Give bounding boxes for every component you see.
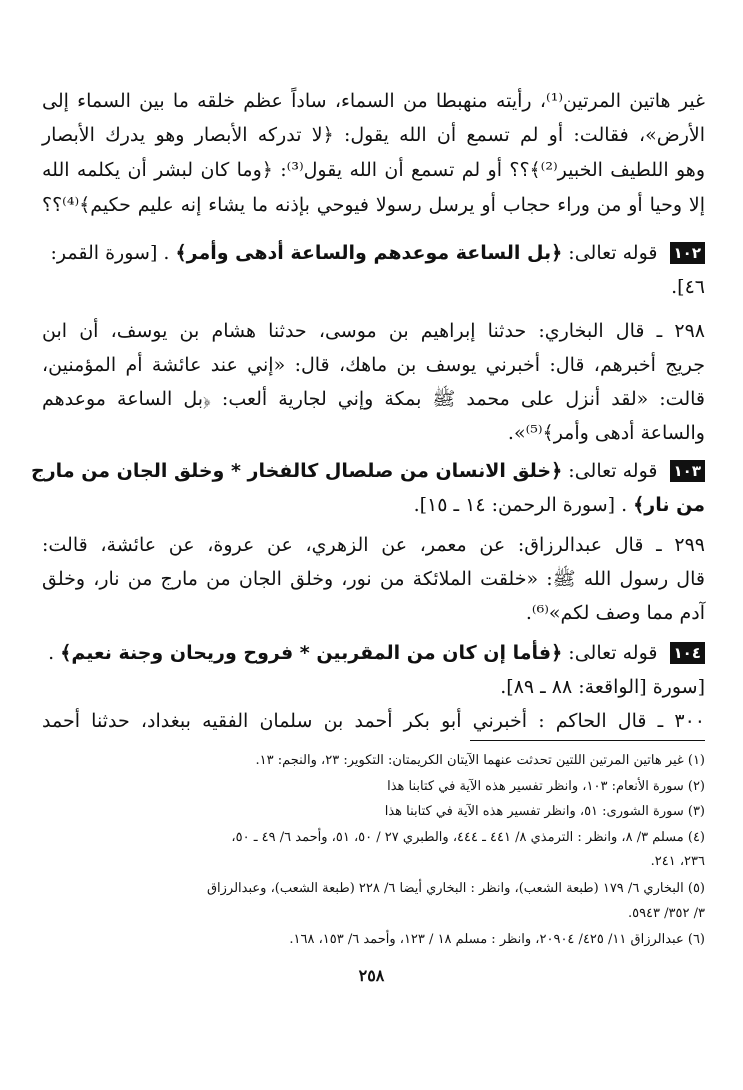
footnote-cont: ٣/ ٣٥٢/ ٥٩٤٣.	[627, 906, 705, 921]
verse-intro: قوله تعالى:	[568, 460, 658, 482]
section-number-badge: ١٠٤	[670, 642, 705, 664]
quran-verse: ﴿فأما إن كان من المقربين * فروح وريحان وجنة نعيم﴾	[60, 642, 563, 664]
footnote: (٤) مسلم ٣/ ٨، وانظر : الترمذي ٨/ ٤٤١ ـ ٤٤٤، والطبري ٢٧ / ٥٠، ٥١، وأحمد ٦/ ٤٩ ـ ٥٠،	[231, 830, 705, 845]
verse-reference-cont: ٤٦].	[671, 276, 705, 298]
body-line: ٣٠٠ ـ قال الحاكم : أخبرني أبو بكر أحمد بن سلمان الفقيه ببغداد، حدثنا أحمد	[42, 710, 705, 732]
verse-end: .	[48, 642, 55, 664]
body-line: جريج أخبرهم، قال: أخبرني يوسف بن ماهك، قال: «إني عند عائشة أم المؤمنين،	[42, 354, 705, 376]
footnote-divider	[470, 740, 705, 741]
body-line: الأرض»، فقالت: أو لم تسمع أن الله يقول: ﴿لا تدركه الأبصار وهو يدرك الأبصار	[42, 124, 705, 146]
verse-intro: قوله تعالى:	[568, 642, 658, 664]
body-line: إلا وحيا أو من وراء حجاب أو يرسل رسولا فيوحي بإذنه ما يشاء إنه عليم حكيم﴾⁽⁴⁾؟؟	[42, 194, 705, 216]
body-line: والساعة أدهى وأمر﴾⁽⁵⁾».	[507, 422, 705, 444]
verse-reference: . [سورة القمر:	[50, 242, 170, 264]
section-104-heading	[48, 640, 705, 666]
footnote: (٥) البخاري ٦/ ١٧٩ (طبعة الشعب)، وانظر : البخاري أيضا ٦/ ٢٢٨ (طبعة الشعب)، وعبدالرزاق	[206, 881, 705, 896]
section-number-badge: ١٠٢	[670, 242, 705, 264]
body-line: وهو اللطيف الخبير⁽²⁾﴾؟؟ أو لم تسمع أن الله يقول⁽³⁾: ﴿وما كان لبشر أن يكلمه الله	[42, 159, 705, 181]
footnote-cont: ٢٣٦، ٢٤١.	[650, 854, 705, 869]
body-line: قال رسول الله ﷺ: «خلقت الملائكة من نور، وخلق الجان من مارج من نار، وخلق	[42, 568, 705, 590]
quran-verse: من نار﴾	[633, 494, 705, 516]
footnote: (٣) سورة الشورى: ٥١، وانظر تفسير هذه الآية في كتابنا هذا	[384, 804, 705, 819]
footnote: (٢) سورة الأنعام: ١٠٣، وانظر تفسير هذه الآية في كتابنا هذا	[387, 779, 705, 794]
footnote: (١) غير هاتين المرتين اللتين تحدثت عنهما الآيتان الكريمتان: التكوير: ٢٣، والنجم: ١٣.	[255, 753, 705, 768]
body-line: ٢٩٩ ـ قال عبدالرزاق: عن معمر، عن الزهري، عن عروة، عن عائشة، قالت:	[42, 534, 705, 556]
body-line: ٢٩٨ ـ قال البخاري: حدثنا إبراهيم بن موسى، حدثنا هشام بن يوسف، أن ابن	[42, 320, 705, 342]
page-number: ٢٥٨	[358, 966, 385, 985]
verse-intro: قوله تعالى:	[568, 242, 658, 264]
section-103-heading	[31, 458, 705, 484]
body-line: آدم مما وصف لكم»⁽⁶⁾.	[525, 602, 705, 624]
body-line: قالت: «لقد أنزل على محمد ﷺ بمكة وإني لجارية ألعب: ﴿بل الساعة موعدهم	[42, 388, 705, 410]
body-line: غير هاتين المرتين⁽¹⁾، رأيته منهبطا من السماء، ساداً عظم خلقه ما بين السماء إلى	[42, 90, 705, 112]
quran-verse: ﴿خلق الانسان من صلصال كالفخار * وخلق الجان من مارج	[31, 460, 563, 482]
footnote: (٦) عبدالرزاق ١١/ ٤٢٥/ ٢٠٩٠٤، وانظر : مسلم ١٨ / ١٢٣، وأحمد ٦/ ١٥٣، ١٦٨.	[289, 932, 705, 947]
verse-reference: . [سورة الرحمن: ١٤ ـ ١٥].	[413, 494, 628, 516]
section-103-cont	[414, 492, 705, 518]
verse-reference: [سورة [الواقعة: ٨٨ ـ ٨٩].	[500, 676, 705, 698]
section-102-heading	[51, 240, 706, 266]
quran-verse: ﴿بل الساعة موعدهم والساعة أدهى وأمر﴾	[175, 242, 563, 264]
section-number-badge: ١٠٣	[670, 460, 705, 482]
